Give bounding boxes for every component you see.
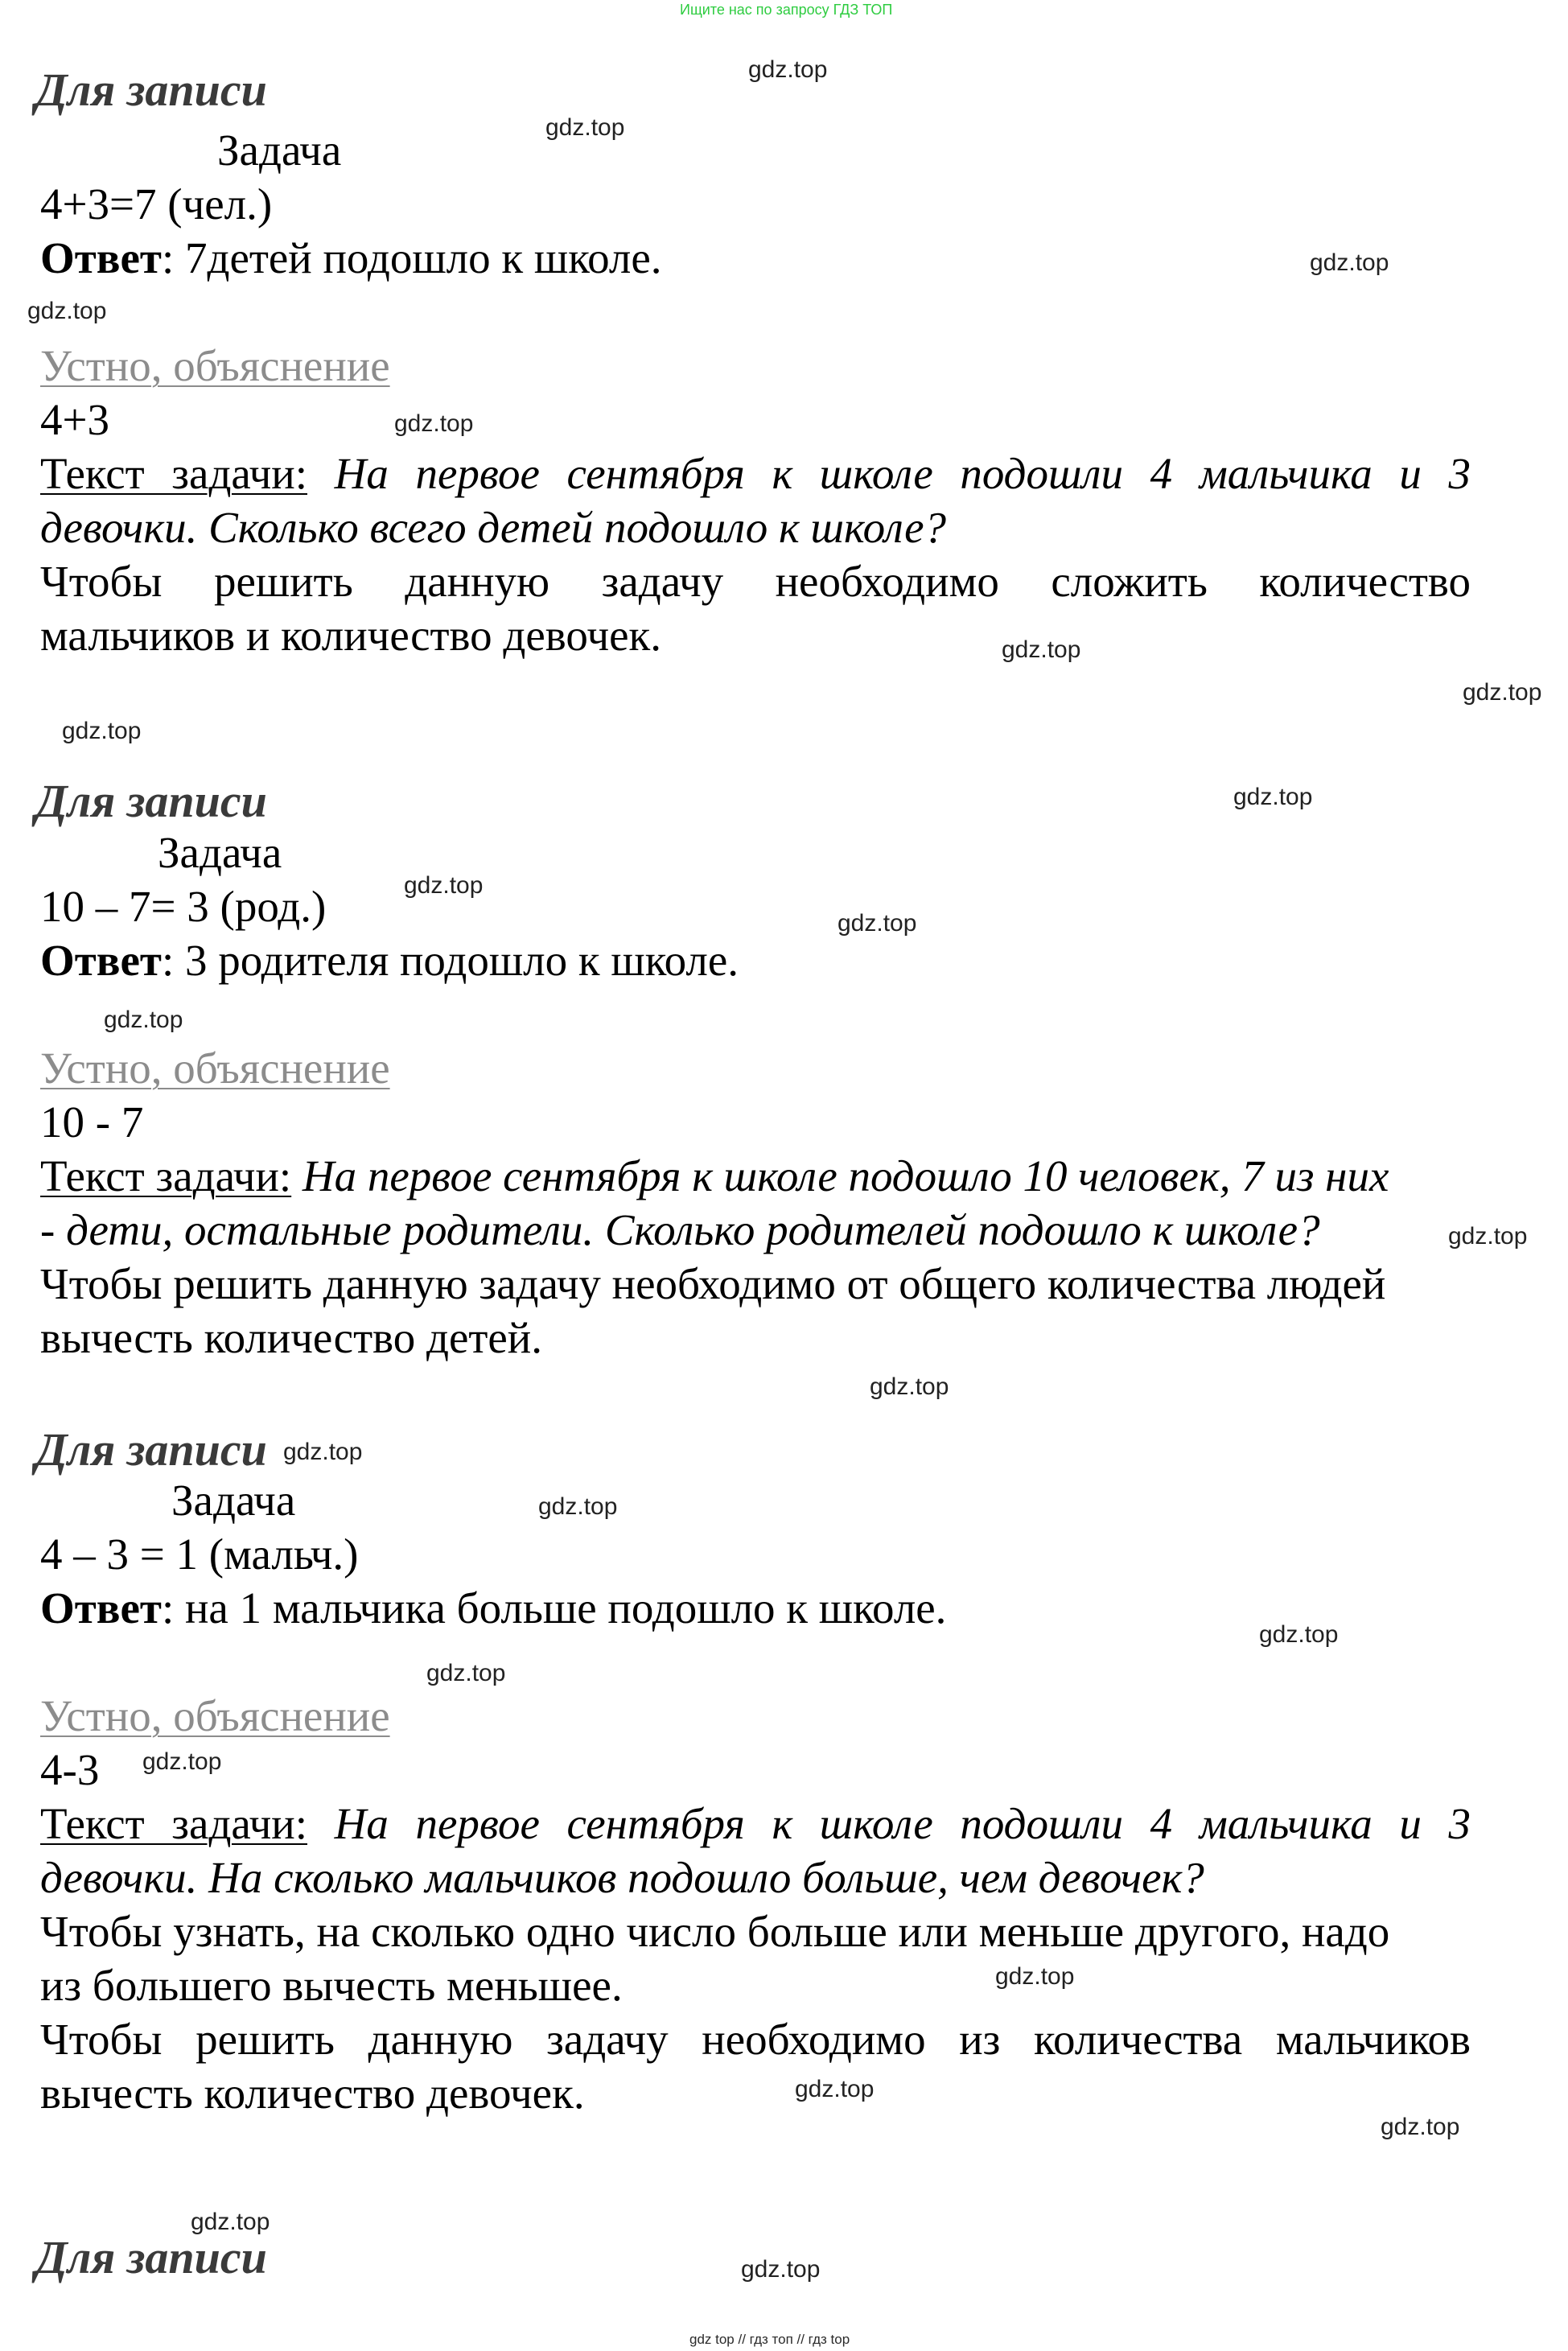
watermark: gdz.top xyxy=(1002,636,1081,663)
section-3-answer xyxy=(40,1582,946,1635)
watermark: gdz.top xyxy=(870,1373,949,1400)
watermark: gdz.top xyxy=(748,56,828,83)
watermark: gdz.top xyxy=(394,410,474,437)
watermark: gdz.top xyxy=(1381,2114,1460,2140)
section-3-text-line-2: девочки. На сколько мальчиков подошло больше, чем девочек? xyxy=(40,1853,1204,1902)
watermark: gdz.top xyxy=(795,2076,875,2102)
watermark: gdz.top xyxy=(404,872,484,899)
watermark: gdz.top xyxy=(545,114,625,141)
section-2-heading: Для записи xyxy=(35,775,267,827)
watermark: gdz.top xyxy=(27,298,107,324)
text-label: Текст задачи: xyxy=(40,449,308,498)
section-1-explanation-line-1: Чтобы решить данную задачу необходимо сложить количество xyxy=(40,557,1471,606)
watermark: gdz.top xyxy=(995,1963,1075,1990)
watermark: gdz.top xyxy=(538,1493,618,1520)
task-text: На первое сентября к школе подошли 4 мальчика и 3 xyxy=(334,1799,1471,1848)
top-banner: Ищите нас по запросу ГДЗ ТОП xyxy=(680,2,893,18)
answer-label: Ответ xyxy=(40,1583,162,1633)
section-3-explanation-line-3: Чтобы решить данную задачу необходимо из количества мальчиков xyxy=(40,2015,1471,2064)
section-3-explanation-line-4: вычесть количество девочек. xyxy=(40,2069,585,2118)
section-2-oral-label: Устно, объяснение xyxy=(40,1044,390,1093)
section-3-solution: 4 – 3 = 1 (мальч.) xyxy=(40,1530,359,1579)
section-3-explanation-line-2: из большего вычесть меньшее. xyxy=(40,1961,623,2010)
answer-label: Ответ xyxy=(40,233,162,282)
watermark: gdz.top xyxy=(1310,249,1389,276)
text-label: Текст задачи: xyxy=(40,1799,308,1848)
watermark: gdz.top xyxy=(1233,784,1313,810)
watermark: gdz.top xyxy=(104,1007,183,1033)
section-2-explanation-line-2: вычесть количество детей. xyxy=(40,1313,542,1362)
answer-text: : 3 родителя подошло к школе. xyxy=(161,936,739,985)
watermark: gdz.top xyxy=(62,718,142,744)
section-1-task-label: Задача xyxy=(217,126,342,175)
watermark: gdz.top xyxy=(283,1439,363,1465)
text-label: Текст задачи: xyxy=(40,1151,292,1200)
section-2-solution: 10 – 7= 3 (род.) xyxy=(40,882,327,931)
section-1-answer xyxy=(40,232,662,285)
watermark: gdz.top xyxy=(1448,1223,1528,1250)
section-2-text-line-1 xyxy=(40,1150,1389,1203)
section-3-text-line-1 xyxy=(40,1797,1471,1851)
section-3-oral-label: Устно, объяснение xyxy=(40,1691,390,1740)
section-1-expression: 4+3 xyxy=(40,395,110,444)
watermark: gdz.top xyxy=(741,2256,821,2283)
answer-label: Ответ xyxy=(40,936,162,985)
section-2-answer xyxy=(40,934,739,987)
watermark: gdz.top xyxy=(142,1748,222,1775)
section-1-text-line-1 xyxy=(40,447,1471,500)
section-3-heading: Для записи xyxy=(35,1423,267,1476)
section-2-task-label: Задача xyxy=(158,828,282,877)
watermark: gdz.top xyxy=(426,1660,506,1686)
section-2-explanation-line-1: Чтобы решить данную задачу необходимо от общего количества людей xyxy=(40,1259,1386,1308)
section-3-task-label: Задача xyxy=(171,1476,296,1525)
section-1-solution: 4+3=7 (чел.) xyxy=(40,179,273,229)
bottom-banner: gdz top // гдз топ // гдз top xyxy=(689,2332,850,2347)
watermark: gdz.top xyxy=(838,910,917,937)
watermark: gdz.top xyxy=(1463,679,1542,706)
section-1-explanation-line-2: мальчиков и количество девочек. xyxy=(40,611,662,660)
section-3-explanation-line-1: Чтобы узнать, на сколько одно число больше или меньше другого, надо xyxy=(40,1907,1390,1956)
task-text: На первое сентября к школе подошло 10 человек, 7 из них xyxy=(302,1151,1389,1200)
watermark: gdz.top xyxy=(1259,1621,1339,1648)
section-1-heading: Для записи xyxy=(35,64,267,116)
section-2-expression: 10 - 7 xyxy=(40,1097,144,1147)
section-2-text-line-2: - дети, остальные родители. Сколько родителей подошло к школе? xyxy=(40,1205,1320,1254)
section-3-expression: 4-3 xyxy=(40,1745,100,1794)
section-1-oral-label: Устно, объяснение xyxy=(40,341,390,390)
answer-text: : на 1 мальчика больше подошло к школе. xyxy=(161,1583,947,1633)
answer-text: : 7детей подошло к школе. xyxy=(161,233,662,282)
section-4-heading: Для записи xyxy=(35,2231,267,2283)
watermark: gdz.top xyxy=(191,2209,270,2235)
section-1-text-line-2: девочки. Сколько всего детей подошло к школе? xyxy=(40,503,946,552)
task-text: На первое сентября к школе подошли 4 мальчика и 3 xyxy=(334,449,1471,498)
